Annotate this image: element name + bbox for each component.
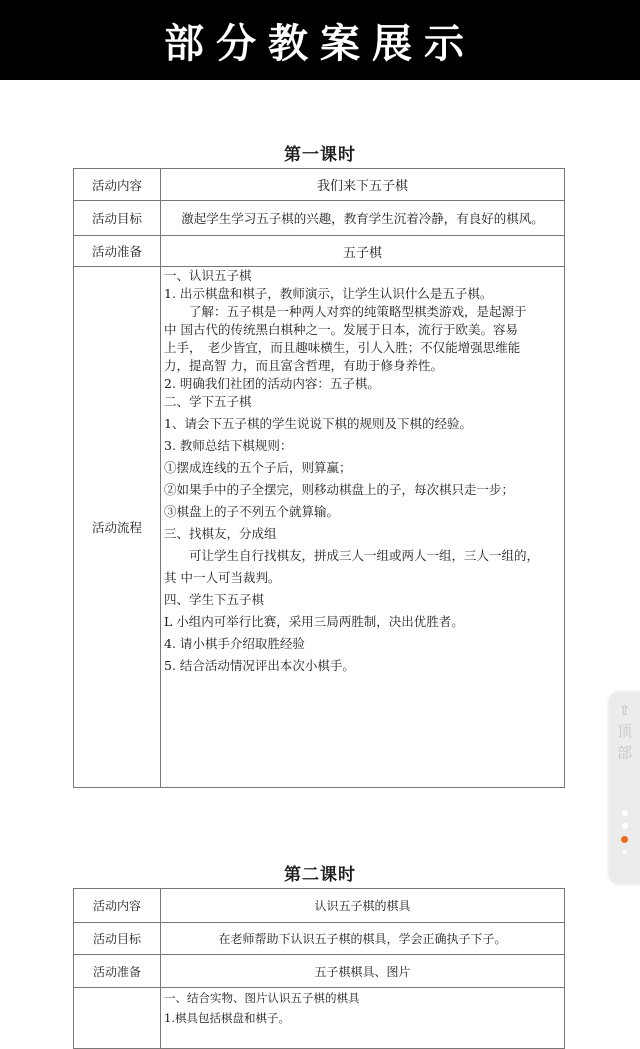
process-line: 4. 请小棋手介绍取胜经验 [164, 636, 305, 651]
content-label: 活动内容 [74, 889, 161, 923]
content-label: 活动内容 [74, 169, 161, 201]
lesson-1-title: 第一课时 [284, 145, 356, 165]
arrow-up-icon: ⇧ [618, 703, 631, 719]
banner-title: 部分教案展示 [164, 20, 476, 67]
goal-label: 活动目标 [74, 923, 161, 955]
prep-label: 活动准备 [74, 955, 161, 988]
process-line: 2. 明确我们社团的活动内容：五子棋。 [164, 376, 380, 391]
lesson-1-table [73, 168, 565, 788]
prep-label: 活动准备 [74, 236, 161, 267]
process-line: 5. 结合活动情况评出本次小棋手。 [164, 658, 355, 673]
process-line: 四、学生下五子棋 [164, 592, 265, 607]
prep-value: 五子棋 [161, 236, 565, 267]
process-line: 中 国古代的传统黑白棋种之一。发展于日本，流行于欧美。容易 [164, 322, 518, 337]
header-banner [0, 0, 640, 80]
process-label: 活动流程 [74, 267, 161, 788]
process-line: 1、请会下五子棋的学生说说下棋的规则及下棋的经验。 [164, 416, 472, 431]
process-label [74, 988, 161, 1049]
process-line: 3. 教师总结下棋规则： [164, 438, 293, 453]
lesson-2-table [73, 888, 565, 1049]
page-dot[interactable] [623, 850, 627, 854]
process-line: 了解：五子棋是一种两人对弈的纯策略型棋类游戏，是起源于 [164, 304, 527, 319]
process-line: 一、认识五子棋 [164, 268, 252, 283]
page-dot[interactable] [622, 810, 628, 816]
process-line: 二、学下五子棋 [164, 394, 252, 409]
process-line: 力，提高智 力，而且富含哲理，有助于修身养性。 [164, 358, 443, 373]
prep-value: 五子棋棋具、图片 [161, 955, 565, 988]
process-line: 1.棋具包括棋盘和棋子。 [164, 1011, 290, 1025]
back-to-top-label-1: 顶 [616, 722, 632, 740]
content-value: 认识五子棋的棋具 [161, 889, 565, 923]
process-content [161, 988, 565, 1049]
process-line: L 小组内可举行比赛，采用三局两胜制，决出优胜者。 [164, 614, 464, 629]
process-line: 三、找棋友，分成组 [164, 526, 277, 541]
process-line: ③棋盘上的子不列五个就算输。 [164, 504, 340, 519]
lesson-2-title: 第二课时 [284, 865, 356, 885]
process-line: ①摆成连线的五个子后，则算赢； [164, 460, 352, 475]
process-line: ②如果手中的子全摆完，则移动棋盘上的子，每次棋只走一步； [164, 482, 515, 497]
process-content [161, 267, 565, 788]
goal-value: 在老师帮助下认识五子棋的棋具，学会正确执子下子。 [161, 923, 565, 955]
process-line: 一、结合实物、图片认识五子棋的棋具 [164, 991, 360, 1005]
page-dot[interactable] [622, 823, 628, 829]
page-indicator [609, 810, 640, 861]
process-line: 其 中一人可当裁判。 [164, 570, 281, 585]
goal-value: 激起学生学习五子棋的兴趣，教育学生沉着冷静，有良好的棋风。 [161, 201, 565, 236]
back-to-top-label-2: 部 [616, 744, 632, 762]
content-value: 我们来下五子棋 [161, 169, 565, 201]
process-line: 可让学生自行找棋友，拼成三人一组或两人一组，三人一组的， [164, 548, 540, 563]
floating-sidebar [609, 692, 640, 884]
page-dot-active[interactable] [621, 836, 628, 843]
process-line: 上手， 老少皆宜，而且趣味横生，引人入胜；不仅能增强思维能 [164, 340, 521, 355]
goal-label: 活动目标 [74, 201, 161, 236]
process-line: 1. 出示棋盘和棋子，教师演示，让学生认识什么是五子棋。 [164, 286, 493, 301]
back-to-top-button[interactable] [609, 702, 640, 764]
